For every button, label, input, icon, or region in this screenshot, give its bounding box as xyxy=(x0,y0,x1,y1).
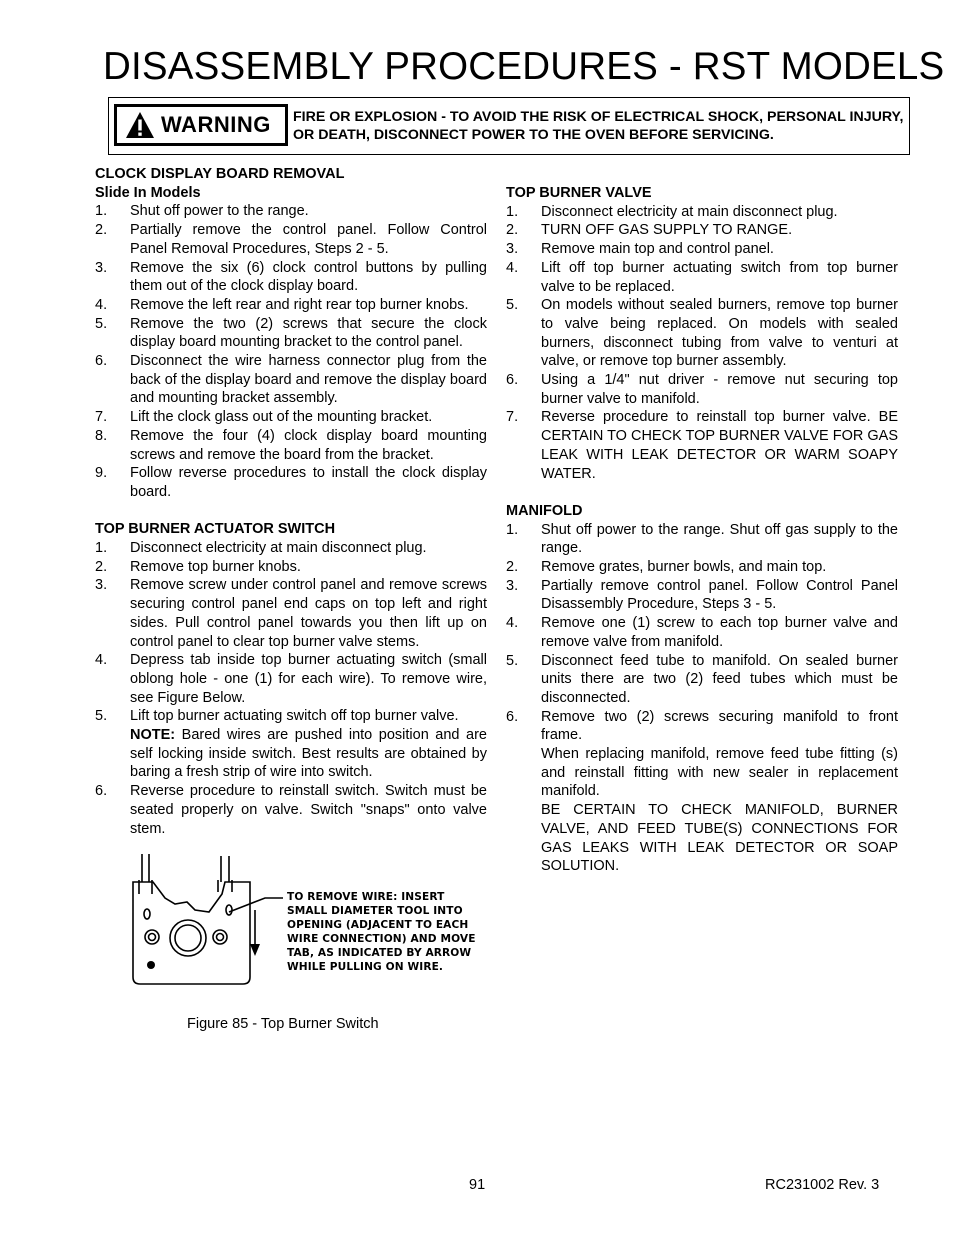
list-item: 2. Remove grates, burner bowls, and main top. xyxy=(506,559,827,576)
list-item: 4. Depress tab inside top burner actuating switch (small oblong hole - one (1) for each wire). To remove wire, see Figure Below. xyxy=(95,652,487,706)
list-item: 2. TURN OFF GAS SUPPLY TO RANGE. xyxy=(506,222,793,239)
list-item: 4. Remove one (1) screw to each top burner valve and remove valve from manifold. xyxy=(506,615,898,650)
list-item: 3. Partially remove control panel. Follow Control Panel Disassembly Procedure, Steps 3 - 5. xyxy=(506,577,898,613)
list-item: 1. Shut off power to the range. Shut off gas supply to the range. xyxy=(506,521,898,557)
list-item: 6. Remove two (2) screws securing manifold to front frame. When replacing manifold, remove feed tube fitting (s) and reinstall fitting with new sealer in replacement manifold. BE CERTAIN TO CHECK MANIFOLD, BURNER VALVE, AND FEED TUBE(S) CONNECTIONS FOR GAS LEAKS WITH LEAK DETECTOR OR SOAP SOLUTION. xyxy=(506,708,898,875)
list-item: 1. Disconnect electricity at main disconnect plug. xyxy=(95,540,427,557)
section-heading-clock-display: CLOCK DISPLAY BOARD REMOVAL xyxy=(95,166,345,182)
list-item: 4. Lift off top burner actuating switch from top burner valve to be replaced. xyxy=(506,259,898,295)
list-item: 8. Remove the four (4) clock display board mounting screws and remove the board from the bracket. xyxy=(95,427,487,463)
actuator-switch-steps xyxy=(95,539,487,838)
list-item: 2. Remove top burner knobs. xyxy=(95,558,301,575)
list-item: 6. Reverse procedure to reinstall switch. Switch must be seated properly on valve. Switch "snaps" onto valve stem. xyxy=(95,783,487,837)
left-column xyxy=(95,165,487,838)
figure-note: TO REMOVE WIRE: INSERT SMALL DIAMETER TOOL INTO OPENING (ADJACENT TO EACH WIRE CONNECTION) AND MOVE TAB, AS INDICATED BY ARROW WHILE PULLING ON WIRE. xyxy=(287,891,476,973)
list-item: 9. Follow reverse procedures to install the clock display board. xyxy=(95,465,487,500)
list-item: 1. Disconnect electricity at main disconnect plug. xyxy=(506,203,838,220)
right-column xyxy=(506,184,898,876)
warning-box xyxy=(108,97,910,155)
manifold-steps xyxy=(506,521,898,876)
list-item: 4. Remove the left rear and right rear top burner knobs. xyxy=(95,296,469,313)
list-item: 5. Disconnect feed tube to manifold. On sealed burner units there are two (2) feed tubes which must be disconnected. xyxy=(506,652,898,706)
list-item: 7. Lift the clock glass out of the mounting bracket. xyxy=(95,409,433,426)
list-item: 6. Using a 1/4" nut driver - remove nut securing top burner valve to manifold. xyxy=(506,372,898,407)
list-item: 7. Reverse procedure to reinstall top burner valve. BE CERTAIN TO CHECK TOP BURNER VALVE FOR GAS LEAK WITH LEAK DETECTOR OR WARM SOAPY WATER. xyxy=(506,409,898,482)
section-heading-actuator-switch: TOP BURNER ACTUATOR SWITCH xyxy=(95,521,336,538)
page-title: DISASSEMBLY PROCEDURES - RST MODELS xyxy=(103,45,945,88)
list-item: 3. Remove the six (6) clock control buttons by pulling them out of the clock display board. xyxy=(95,259,487,295)
figure-caption: Figure 85 - Top Burner Switch xyxy=(187,1016,379,1032)
list-item: 6. Disconnect the wire harness connector plug from the back of the display board and remove the display board and mounting bracket assembly. xyxy=(95,353,487,407)
note-label: NOTE: xyxy=(130,727,176,744)
clock-display-steps xyxy=(95,202,487,501)
warning-label-text: WARNING xyxy=(161,112,271,137)
section-heading-top-burner-valve: TOP BURNER VALVE xyxy=(506,185,652,201)
section-heading-manifold: MANIFOLD xyxy=(506,502,583,519)
warning-text: FIRE OR EXPLOSION - TO AVOID THE RISK OF ELECTRICAL SHOCK, PERSONAL INJURY, OR DEATH, DISCONNECT POWER TO THE OVEN BEFORE SERVICING. xyxy=(293,109,904,143)
page-number: 91 xyxy=(469,1177,486,1193)
document-code: RC231002 Rev. 3 xyxy=(765,1177,880,1193)
subheading-slide-in-models: Slide In Models xyxy=(95,184,201,201)
list-item: 5. On models without sealed burners, remove top burner to valve being replaced. On models with sealed burners, disconnect tubing from valve to venturi at valve, or remove top burner assembly. xyxy=(506,297,898,370)
list-item: 5. Lift top burner actuating switch off top burner valve. NOTE: Bared wires are pushed into position and are self locking inside switch. Best results are obtained by baring a fresh strip of wire into switch. xyxy=(95,708,487,781)
list-item: 3. Remove main top and control panel. xyxy=(506,241,774,258)
list-item: 5. Remove the two (2) screws that secure the clock display board mounting bracket to the control panel. xyxy=(95,315,487,351)
warning-triangle-icon xyxy=(125,111,155,139)
warning-label xyxy=(114,104,288,146)
list-item: 2. Partially remove the control panel. Follow Control Panel Removal Procedures, Steps 2 - 5. xyxy=(95,222,487,257)
list-item: 3. Remove screw under control panel and remove screws securing control panel end caps on top left and right sides. Pull control panel towards you then lift up on control panel to clear top burner valve stems. xyxy=(95,577,487,650)
list-item: 1. Shut off power to the range. xyxy=(95,203,309,220)
top-burner-valve-steps xyxy=(506,203,898,484)
